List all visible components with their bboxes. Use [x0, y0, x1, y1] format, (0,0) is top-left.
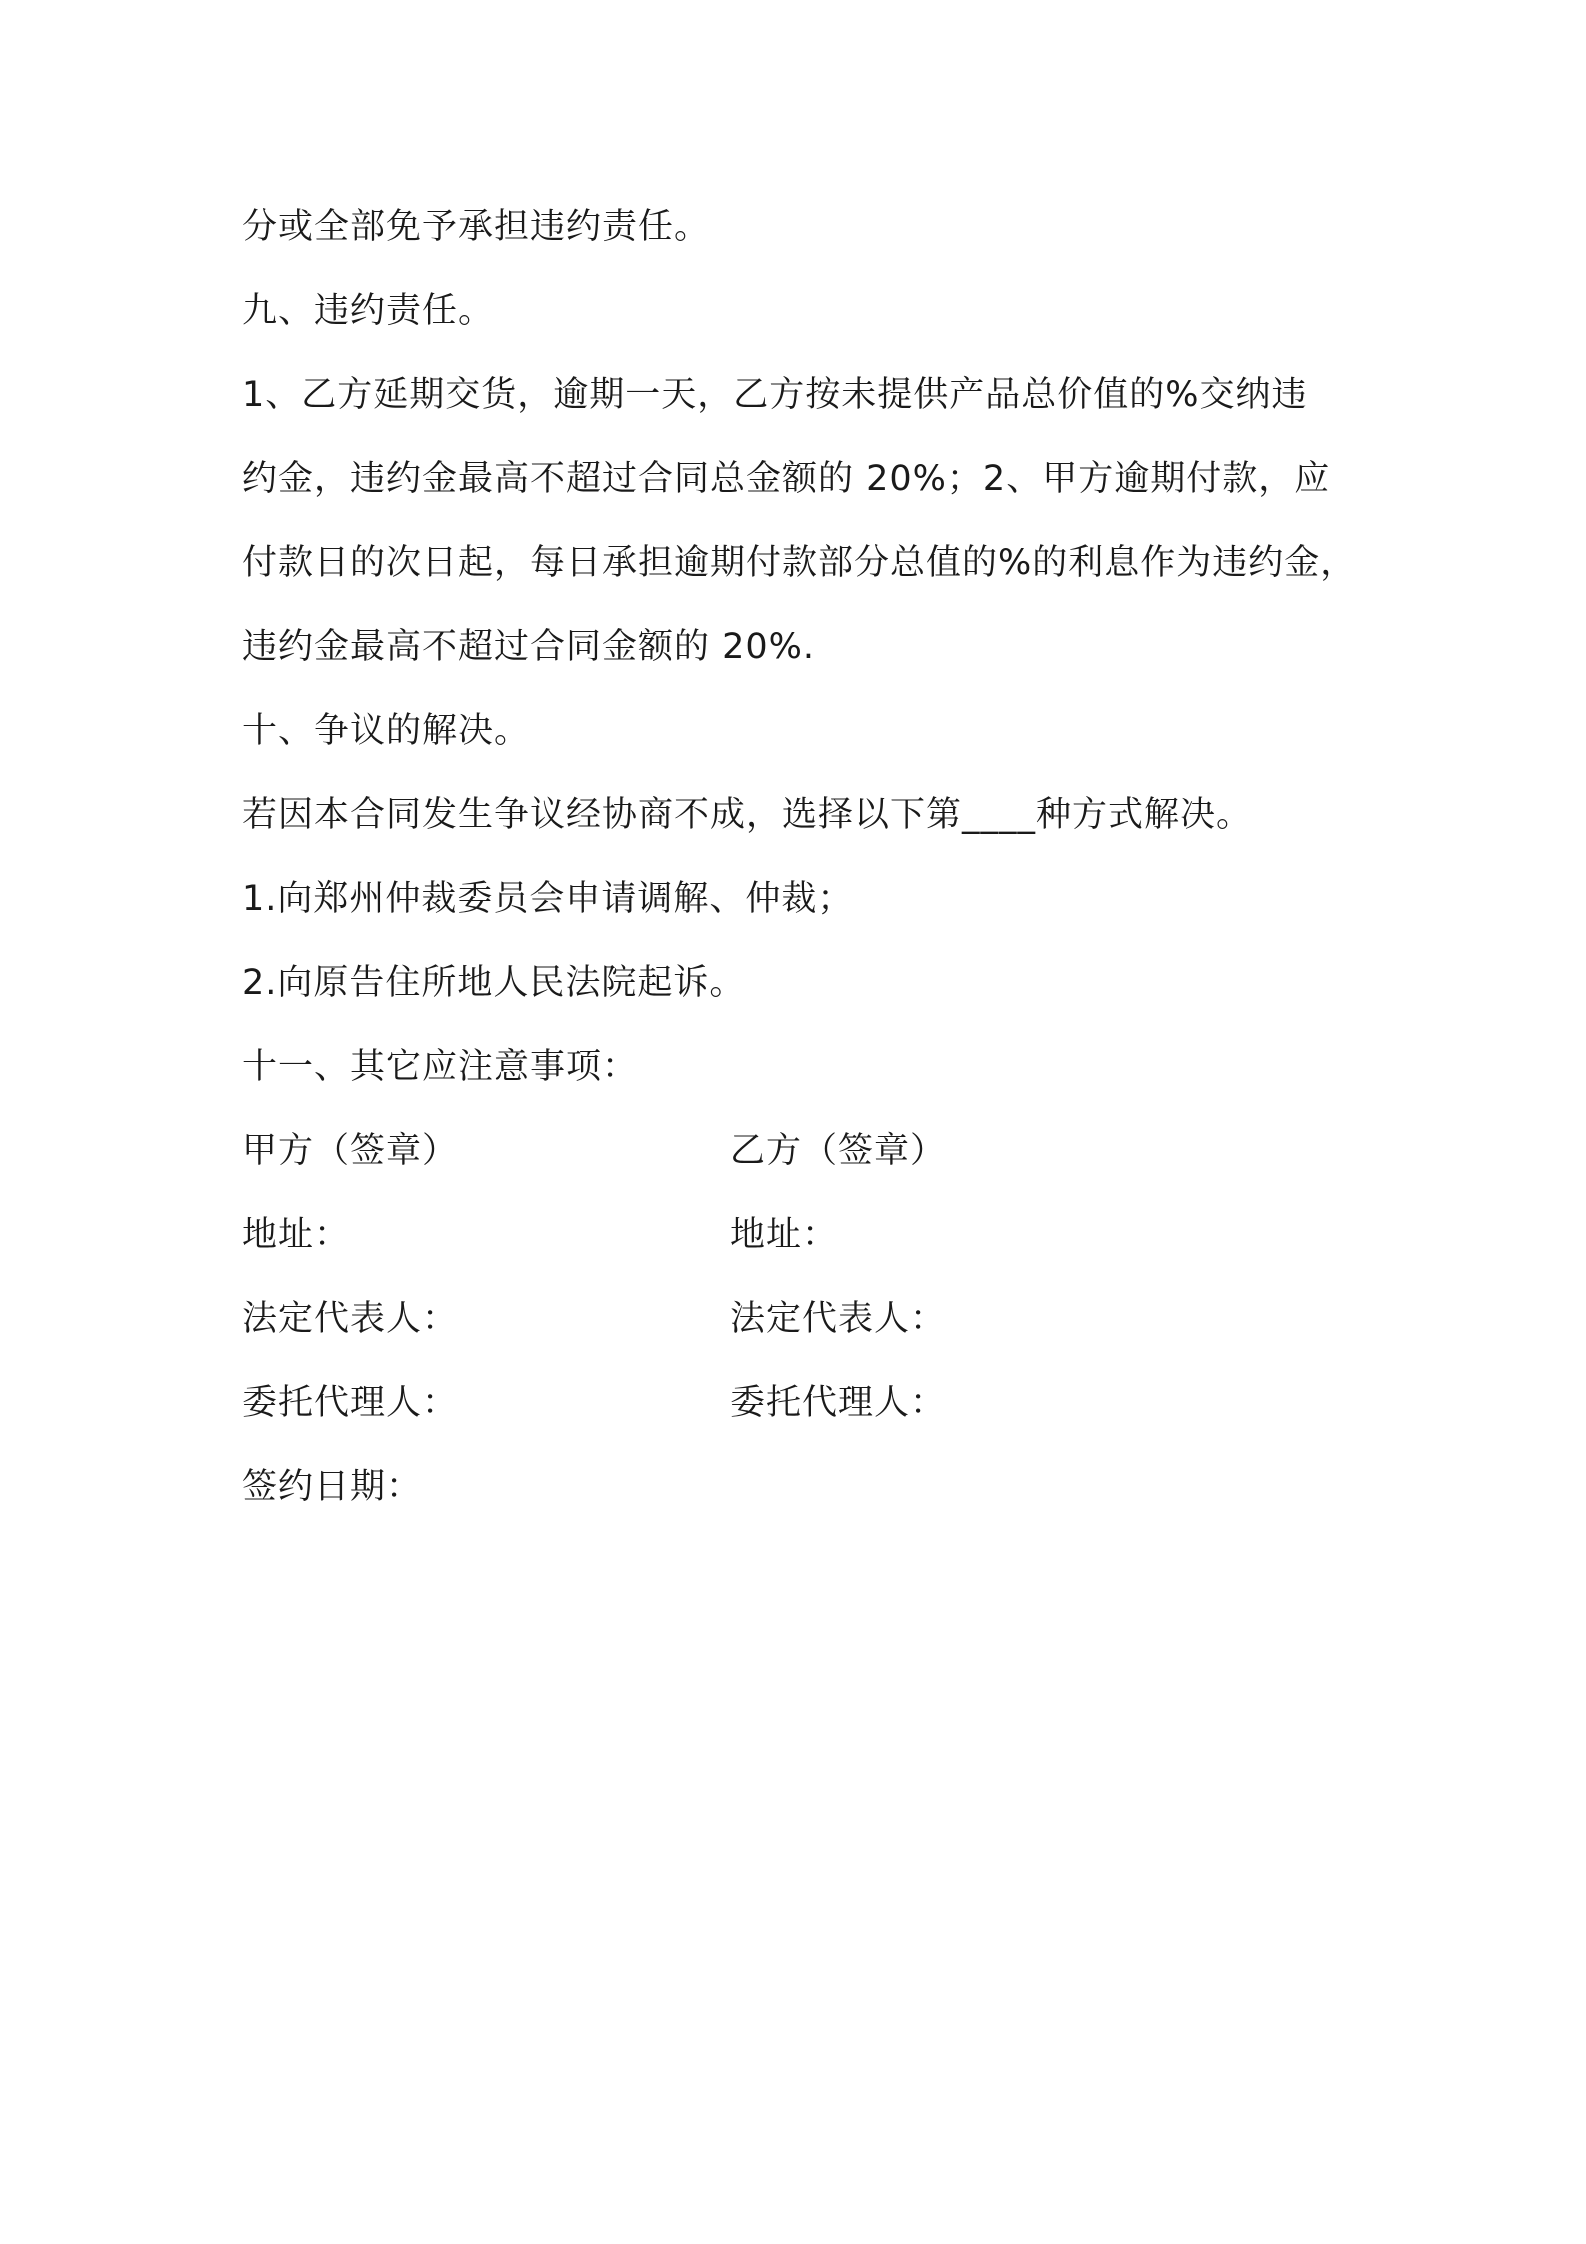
paragraph-line: 若因本合同发生争议经协商不成，选择以下第____种方式解决。: [242, 795, 1253, 835]
party-a-legal-rep: 法定代表人：: [242, 1299, 459, 1339]
section-heading: 十一、其它应注意事项：: [242, 1047, 639, 1087]
party-a-address: 地址：: [242, 1215, 351, 1255]
section-heading: 十、争议的解决。: [242, 711, 531, 751]
party-b-address: 地址：: [730, 1215, 839, 1255]
party-a-seal: 甲方（签章）: [242, 1131, 459, 1171]
party-b-seal: 乙方（签章）: [730, 1131, 947, 1171]
paragraph-line: 分或全部免予承担违约责任。: [242, 207, 711, 247]
party-b-agent: 委托代理人：: [730, 1383, 947, 1423]
paragraph-line: 约金，违约金最高不超过合同总金额的 20%；2、甲方逾期付款，应: [242, 459, 1331, 499]
section-heading: 九、违约责任。: [242, 291, 495, 331]
party-b-legal-rep: 法定代表人：: [730, 1299, 947, 1339]
paragraph-line: 违约金最高不超过合同金额的 20%.: [242, 627, 816, 667]
paragraph-line: 付款日的次日起，每日承担逾期付款部分总值的%的利息作为违约金，: [242, 543, 1357, 583]
list-item: 1.向郑州仲裁委员会申请调解、仲裁；: [242, 879, 854, 919]
sign-date-label: 签约日期：: [242, 1467, 423, 1507]
list-item: 2.向原告住所地人民法院起诉。: [242, 963, 746, 1003]
party-a-agent: 委托代理人：: [242, 1383, 459, 1423]
paragraph-line: 1、乙方延期交货，逾期一天，乙方按未提供产品总价值的%交纳违: [242, 375, 1308, 415]
